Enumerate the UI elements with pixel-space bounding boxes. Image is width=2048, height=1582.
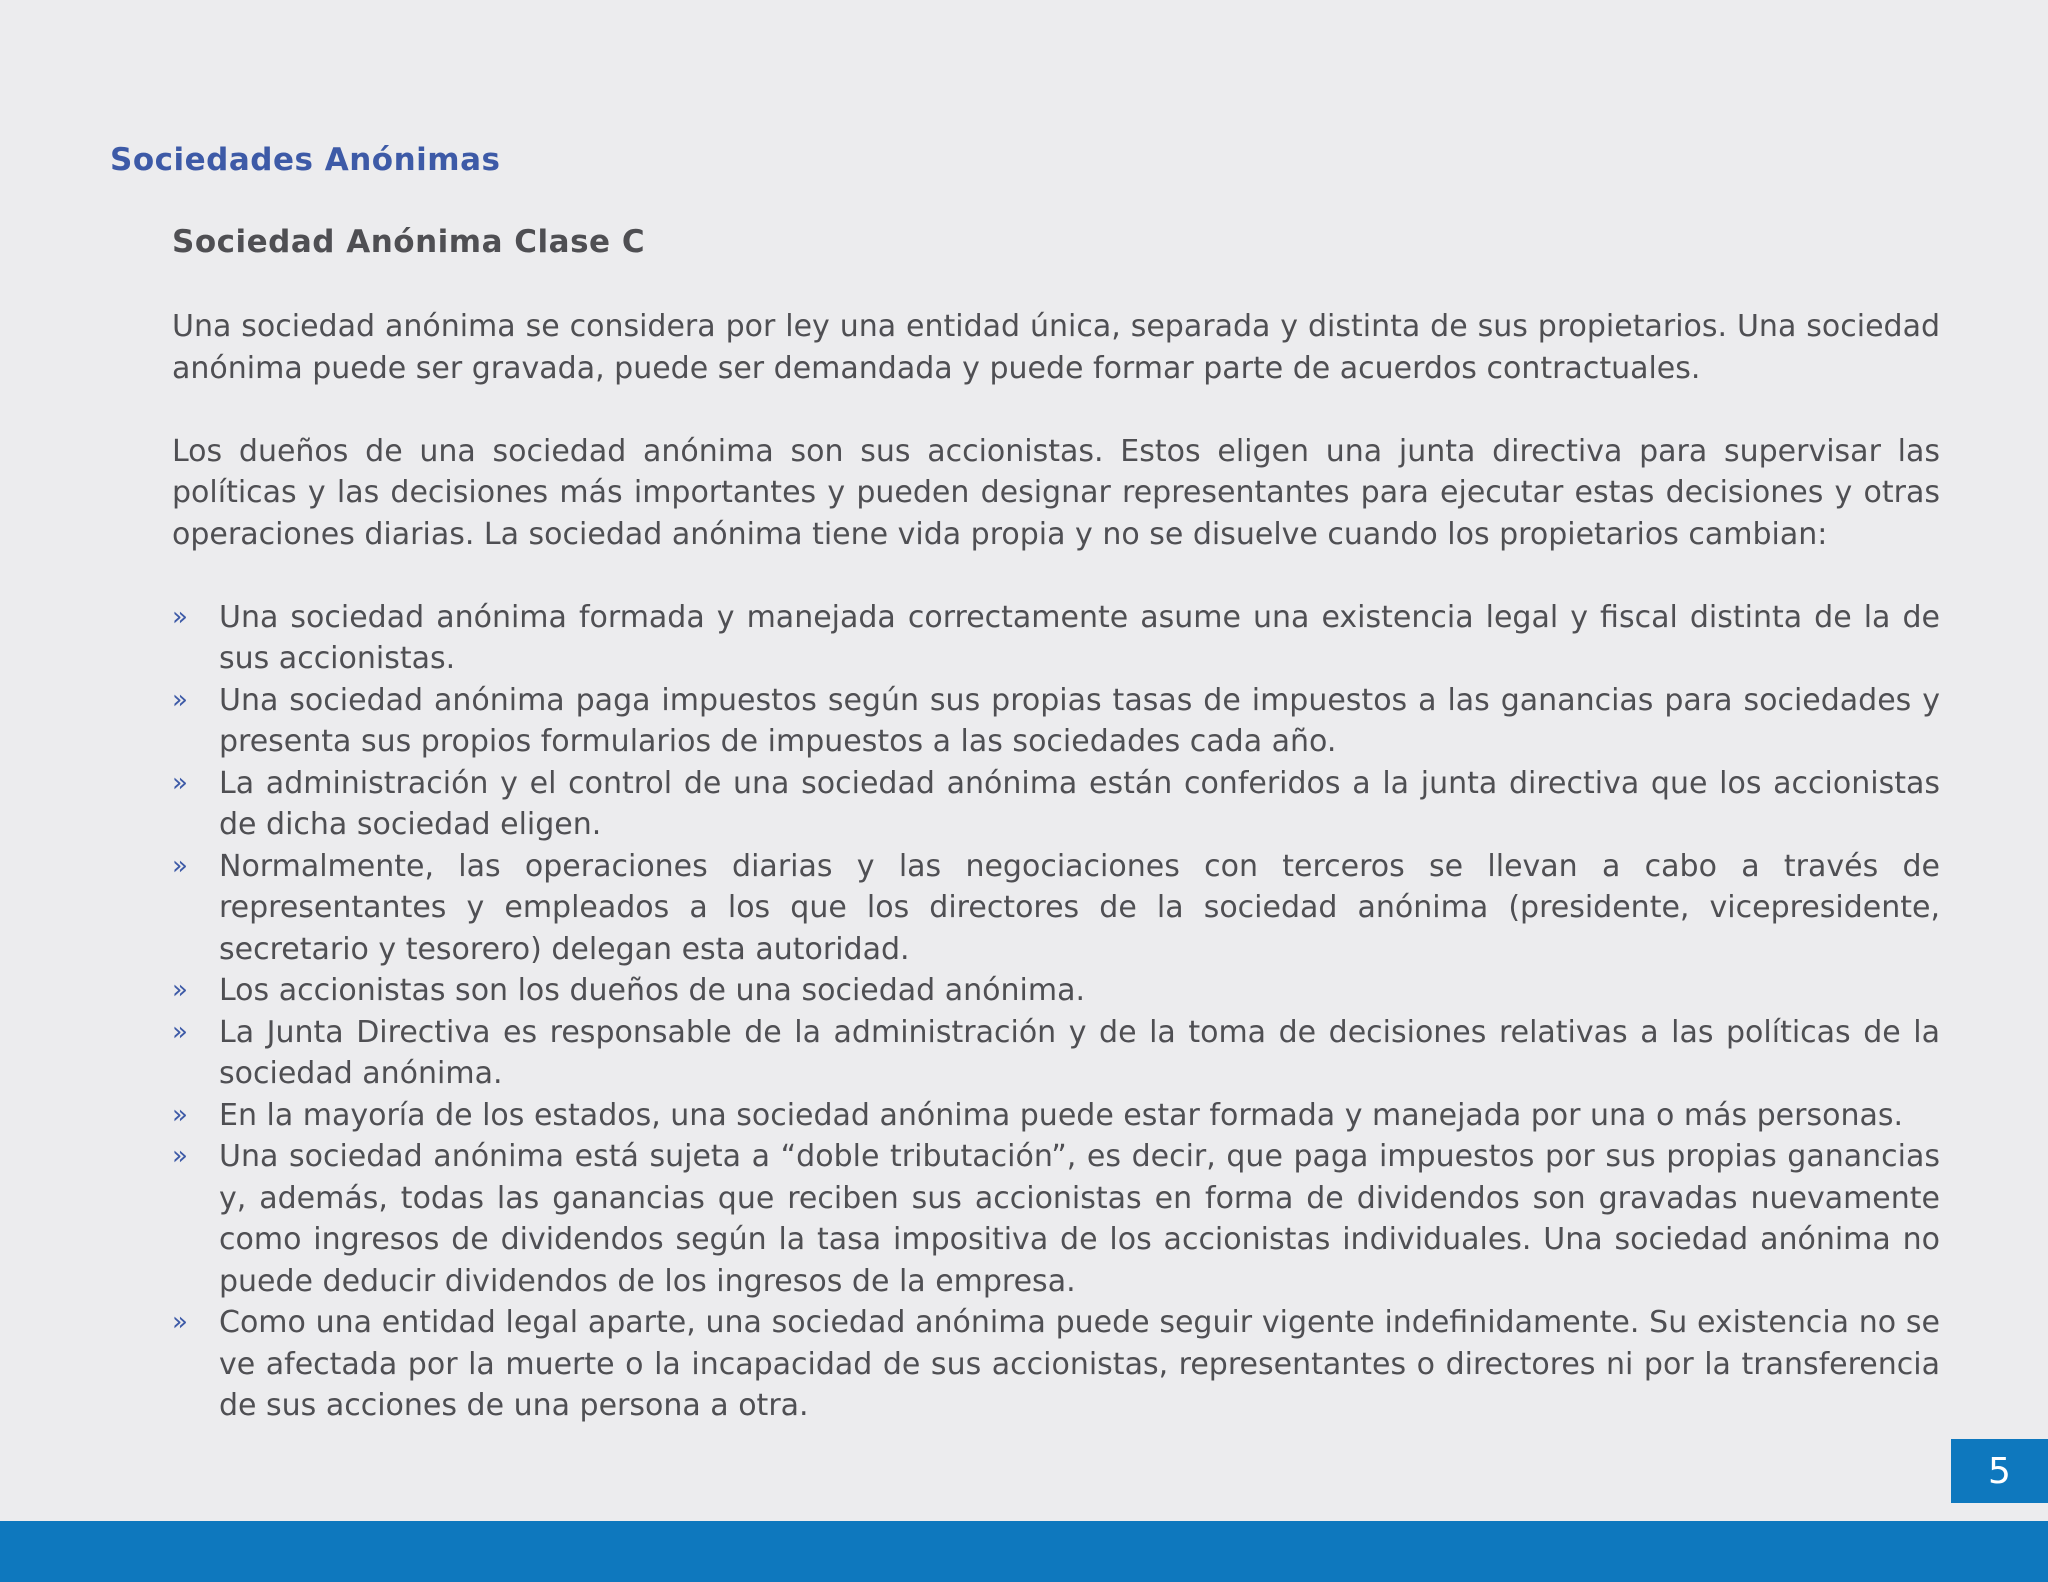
bullet-item [172, 1012, 1940, 1095]
chevron-right-icon: » [172, 1307, 188, 1337]
bullet-item [172, 1136, 1940, 1302]
bullet-list [172, 597, 1940, 1427]
bullet-item [172, 1302, 1940, 1427]
chevron-right-icon: » [172, 1016, 188, 1047]
bullet-item [172, 1095, 1940, 1137]
bullet-text: Los accionistas son los dueños de una sociedad anónima. [219, 973, 1086, 1008]
footer-bar [0, 1521, 2048, 1582]
chevron-right-icon: » [172, 850, 188, 881]
chevron-right-icon: » [172, 1099, 188, 1130]
bullet-item [172, 597, 1940, 680]
body-content [172, 306, 1940, 1427]
bullet-text: En la mayoría de los estados, una sociedad anónima puede estar formada y manejada por una o más personas. [219, 1097, 1904, 1133]
paragraph: Una sociedad anónima se considera por ley una entidad única, separada y distinta de sus propietarios. Una sociedad anónima puede ser gravada, puede ser demandada y puede formar parte de acuerdos contractuales. [172, 309, 1940, 386]
chevron-right-icon: » [172, 767, 188, 798]
bullet-text: Una sociedad anónima paga impuestos según sus propias tasas de impuestos a las ganancias para sociedades y presenta sus propios formularios de impuestos a las sociedades cada año. [219, 682, 1940, 759]
chevron-right-icon: » [172, 684, 188, 715]
chevron-right-icon: » [172, 1141, 188, 1171]
bullet-text: Una sociedad anónima formada y manejada correctamente asume una existencia legal y fiscal distinta de la de sus accionistas. [219, 599, 1940, 676]
bullet-text: Una sociedad anónima está sujeta a “doble tributación”, es decir, que paga impuestos por sus propias ganancias y, además, todas las ganancias que reciben sus accionistas en forma de dividendos son gravadas nuevamente como ingresos de dividendos según la tasa impositiva de los accionistas individuales. Una sociedad anónima no puede deducir dividendos de los ingresos de la empresa. [219, 1139, 1940, 1299]
bullet-text: Normalmente, las operaciones diarias y las negociaciones con terceros se llevan a cabo a través de representantes y empleados a los que los directores de la sociedad anónima (presidente, vicepresidente, secretario y tesorero) delegan esta autoridad. [219, 848, 1940, 967]
subsection-title: Sociedad Anónima Clase C [172, 224, 646, 260]
bullet-text: La administración y el control de una sociedad anónima están conferidos a la junta directiva que los accionistas de dicha sociedad eligen. [219, 765, 1940, 842]
bullet-text: Como una entidad legal aparte, una sociedad anónima puede seguir vigente indefinidamente. Su existencia no se ve afectada por la muerte o la incapacidad de sus accionistas, representantes o directores ni por la transferencia de sus acciones de una persona a otra. [219, 1305, 1940, 1423]
page-number: 5 [1951, 1439, 2048, 1503]
bullet-item [172, 970, 1940, 1012]
chevron-right-icon: » [172, 601, 188, 632]
chevron-right-icon: » [172, 975, 188, 1005]
bullet-text: La Junta Directiva es responsable de la administración y de la toma de decisiones relativas a las políticas de la sociedad anónima. [219, 1014, 1940, 1091]
paragraph: Los dueños de una sociedad anónima son sus accionistas. Estos eligen una junta directiva para supervisar las políticas y las decisiones más importantes y pueden designar representantes para ejecutar estas decisiones y otras operaciones diarias. La sociedad anónima tiene vida propia y no se disuelve cuando los propietarios cambian: [172, 433, 1940, 552]
bullet-item [172, 763, 1940, 846]
bullet-item [172, 680, 1940, 763]
bullet-item [172, 846, 1940, 971]
section-title: Sociedades Anónimas [110, 142, 501, 178]
